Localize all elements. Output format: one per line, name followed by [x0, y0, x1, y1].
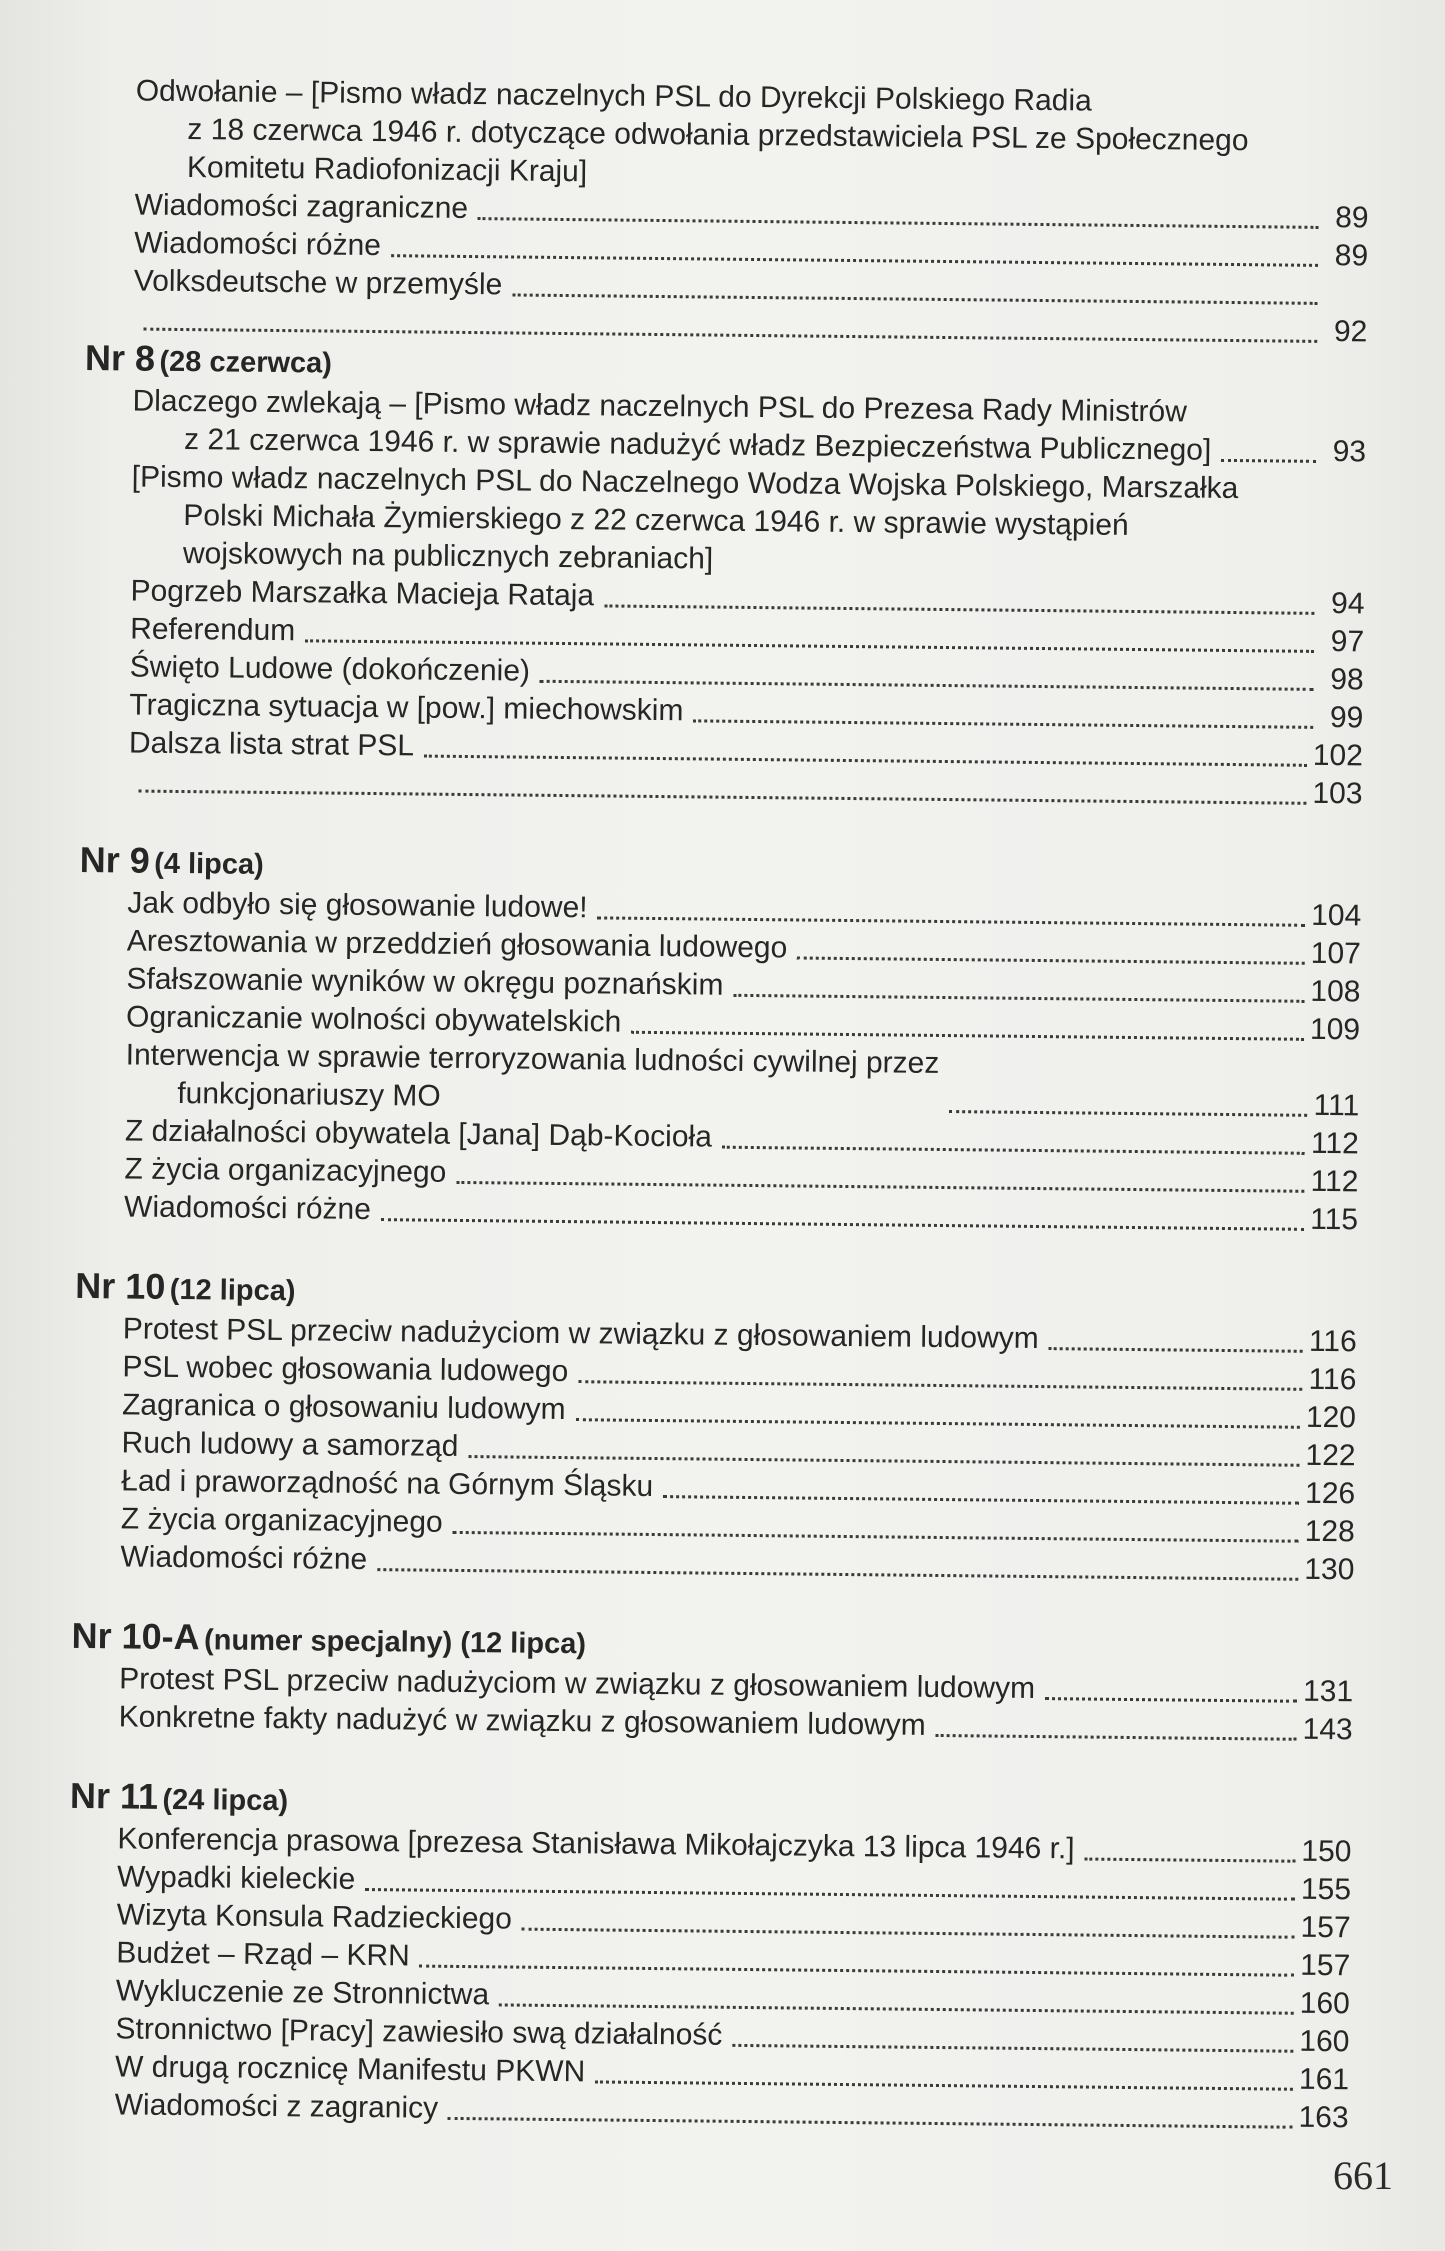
- entry-title-line: Wiadomości różne: [134, 226, 382, 263]
- entry-title: [121, 1424, 458, 1466]
- entry-page-number: 131: [1302, 1674, 1354, 1709]
- entry-page-number: 161: [1298, 2062, 1350, 2097]
- dot-leader: [1258, 180, 1319, 191]
- entry-title-line: Aresztowania w przeddzień głosowania ludowego: [126, 924, 788, 965]
- entry-title: [127, 884, 588, 927]
- entry-title-line: Konkretne fakty nadużyć w związku z głosowaniem ludowym: [118, 1700, 926, 1742]
- entry-page-number: 160: [1299, 2024, 1350, 2059]
- dot-leader: [522, 1918, 1295, 1939]
- entry-page-number: 120: [1305, 1400, 1357, 1435]
- entry-title-line: Protest PSL przeciw nadużyciom w związku z głosowaniem ludowym: [119, 1662, 1036, 1706]
- entry-page-number: 109: [1309, 1012, 1361, 1047]
- issue-number: Nr 10-A: [71, 1614, 200, 1658]
- issue-section: [72, 1266, 1357, 1589]
- entry-title-line: Wiadomości różne: [120, 1540, 368, 1577]
- intro-section: [85, 72, 1370, 351]
- intro-entries: [85, 72, 1370, 351]
- dot-leader: [365, 1878, 1295, 1901]
- entry-title-line: z 18 czerwca 1946 r. dotyczące odwołania przedstawiciela PSL ze Społecznego: [187, 113, 1249, 158]
- entry-title-line: [Pismo władz naczelnych PSL do Naczelnego Wodza Wojska Polskiego, Marszałka: [131, 460, 1239, 506]
- entry-page-number: 103: [1312, 776, 1363, 811]
- entry-title-line: Wypadki kieleckie: [116, 1860, 356, 1896]
- entry-title-line: Z życia organizacyjnego: [120, 1502, 443, 1539]
- issue-date: (numer specjalny) (12 lipca): [203, 1624, 587, 1661]
- entry-title: [135, 73, 1249, 199]
- dot-leader: [424, 745, 1307, 767]
- entry-page-number: 122: [1305, 1438, 1356, 1473]
- dot-leader: [1085, 1848, 1296, 1863]
- entry-page-number: 99: [1329, 701, 1364, 735]
- entry-title: [130, 572, 594, 615]
- entry-title: [121, 1462, 653, 1506]
- entry-page-number: 157: [1300, 1948, 1351, 1983]
- entry-title: [134, 186, 468, 227]
- entry-title-line: Wizyta Konsula Radzieckiego: [116, 1898, 513, 1936]
- dot-leader: [381, 1208, 1304, 1231]
- entry-page-number: 115: [1310, 1202, 1359, 1237]
- issue-number: Nr 8: [84, 336, 156, 379]
- dot-leader: [949, 1100, 1308, 1117]
- issue-section: [71, 1616, 1354, 1749]
- entry-page-number: 112: [1310, 1164, 1359, 1199]
- entry-title-line: Ład i praworządność na Górnym Śląsku: [121, 1464, 654, 1503]
- entry-title-line: Jak odbyło się głosowanie ludowe!: [127, 886, 588, 925]
- entry-title: [130, 610, 295, 650]
- entry-title: [116, 1972, 490, 2014]
- entry-page-number: 98: [1330, 663, 1364, 697]
- issue-entries: [80, 382, 1366, 813]
- toc-entry: [125, 1036, 1360, 1125]
- dot-leader: [597, 906, 1305, 926]
- entry-page-number: 163: [1298, 2100, 1349, 2135]
- entry-title-line: Z działalności obywatela [Jana] Dąb-Kocioła: [124, 1114, 713, 1154]
- entry-page-number: 150: [1301, 1834, 1352, 1869]
- issue-entries: [71, 1660, 1354, 1749]
- toc-sections: [67, 338, 1368, 2137]
- entry-title: [134, 224, 381, 265]
- entry-page-number: 108: [1310, 974, 1361, 1009]
- entry-title: [119, 1698, 926, 1744]
- entry-title-line: Referendum: [129, 612, 296, 648]
- dot-leader: [733, 984, 1304, 1003]
- entry-page-number: 93: [1332, 435, 1367, 469]
- entry-title-line: Dalsza lista strat PSL: [128, 726, 415, 763]
- entry-title: [124, 1188, 371, 1229]
- dot-leader: [453, 1521, 1299, 1543]
- entry-title-line: Zagranica o głosowaniu ludowym: [121, 1388, 566, 1427]
- entry-title-line: W drugą rocznicę Manifestu PKWN: [114, 2050, 586, 2089]
- toc-entry: [132, 382, 1367, 471]
- dot-leader: [468, 1445, 1299, 1467]
- entry-page-number: 89: [1334, 201, 1369, 235]
- entry-title-line: Wiadomości zagraniczne: [134, 188, 469, 225]
- entry-title-line: PSL wobec głosowania ludowego: [122, 1350, 569, 1389]
- dot-leader: [693, 709, 1313, 728]
- entry-title: [115, 2086, 439, 2127]
- entry-title: [115, 2010, 722, 2054]
- issue-section: [67, 1776, 1353, 2137]
- dot-leader: [595, 2070, 1293, 2090]
- toc-entry: [131, 458, 1366, 585]
- entry-page-number: 157: [1300, 1910, 1351, 1945]
- dot-leader: [1221, 449, 1316, 463]
- entry-page-number: 160: [1299, 1986, 1351, 2021]
- dot-leader: [1045, 1687, 1297, 1703]
- entry-page-number: 143: [1302, 1712, 1353, 1747]
- entry-title: [129, 724, 414, 765]
- issue-date: (24 lipca): [162, 1783, 289, 1818]
- entry-page-number: 102: [1312, 738, 1364, 773]
- dot-leader: [499, 1993, 1294, 2014]
- entry-title: [129, 686, 683, 730]
- entry-title-line: Dlaczego zwlekają – [Pismo władz naczelnych PSL do Prezesa Rady Ministrów: [132, 384, 1188, 429]
- toc-entry: [135, 73, 1370, 200]
- dot-leader: [722, 1136, 1305, 1155]
- entry-page-number: 126: [1304, 1476, 1356, 1511]
- entry-title: [134, 262, 503, 304]
- issue-entries: [76, 884, 1362, 1239]
- entry-title-line: Święto Ludowe (dokończenie): [129, 650, 531, 688]
- entry-page-number: 94: [1330, 587, 1365, 621]
- dot-leader: [420, 1955, 1295, 1977]
- dot-leader: [512, 283, 1318, 304]
- issue-date: (12 lipca): [169, 1273, 296, 1308]
- entry-page-number: 128: [1304, 1514, 1355, 1549]
- issue-number: Nr 11: [69, 1774, 159, 1817]
- dot-leader: [305, 629, 1314, 653]
- entry-title: [122, 1348, 568, 1391]
- issue-section: [76, 840, 1362, 1239]
- entry-title: [116, 1896, 512, 1938]
- dot-leader: [138, 780, 1306, 805]
- entry-title-line: Tragiczna sytuacja w [pow.] miechowskim: [129, 688, 684, 728]
- entry-page-number: 104: [1311, 898, 1362, 933]
- table-of-contents: [67, 72, 1370, 2137]
- entry-title-line: Konferencja prasowa [prezesa Stanisława Mikołajczyka 13 lipca 1946 r.]: [117, 1822, 1075, 1866]
- entry-title-line: Interwencja w sprawie terroryzowania ludności cywilnej przez: [125, 1038, 940, 1080]
- entry-title-line: Odwołanie – [Pismo władz naczelnych PSL do Dyrekcji Polskiego Radia: [135, 74, 1092, 118]
- entry-page-number: 130: [1304, 1552, 1355, 1587]
- entry-title: [122, 1386, 566, 1429]
- dot-leader: [456, 1171, 1304, 1193]
- dot-leader: [478, 207, 1319, 229]
- dot-leader: [797, 946, 1305, 964]
- dot-leader: [663, 1485, 1299, 1505]
- entry-title-line: Wiadomości z zagranicy: [114, 2088, 439, 2125]
- entry-title-line: Ruch ludowy a samorząd: [121, 1426, 459, 1463]
- issue-entries: [67, 1820, 1352, 2137]
- entry-title-line: Polski Michała Żymierskiego z 22 czerwca 1946 r. w sprawie wystąpień: [183, 499, 1129, 542]
- entry-title: [115, 2048, 586, 2091]
- dot-leader: [575, 1408, 1299, 1429]
- entry-page-number: 155: [1300, 1872, 1352, 1907]
- entry-title: [132, 382, 1212, 469]
- dot-leader: [1247, 566, 1314, 577]
- issue-number: Nr 9: [79, 838, 150, 881]
- entry-title-line: wojskowych na publicznych zebraniach]: [182, 537, 714, 576]
- entry-page-number: 116: [1308, 1324, 1357, 1359]
- entry-title-line: Volksdeutsche w przemyśle: [133, 264, 503, 302]
- entry-title: [130, 648, 531, 690]
- entry-title-line: Wykluczenie ze Stronnictwa: [115, 1974, 490, 2012]
- dot-leader: [936, 1724, 1297, 1741]
- dot-leader: [1049, 1337, 1303, 1353]
- entry-title-line: Komitetu Radiofonizacji Kraju]: [186, 151, 588, 189]
- issue-date: (4 lipca): [154, 847, 264, 881]
- dot-leader: [631, 1021, 1304, 1041]
- entry-page-number: 89: [1334, 239, 1369, 273]
- dot-leader: [448, 2107, 1293, 2129]
- entry-title-line: Wiadomości różne: [123, 1190, 372, 1227]
- entry-title-line: Protest PSL przeciw nadużyciom w związku z głosowaniem ludowym: [122, 1312, 1039, 1356]
- entry-title-line: funkcjonariuszy MO: [177, 1076, 441, 1113]
- entry-title: [121, 1500, 443, 1541]
- entry-title: [131, 458, 1239, 584]
- issue-section: [80, 338, 1367, 813]
- issue-entries: [72, 1310, 1357, 1589]
- entry-page-number: 111: [1313, 1088, 1360, 1123]
- dot-leader: [377, 1558, 1298, 1581]
- issue-number: Nr 10: [75, 1264, 166, 1307]
- entry-title-line: Pogrzeb Marszałka Macieja Rataja: [130, 574, 595, 613]
- entry-page-number: 92: [1333, 315, 1368, 349]
- entry-page-number: 97: [1330, 625, 1365, 659]
- entry-title: [116, 1934, 410, 1975]
- entry-title: [125, 1036, 939, 1121]
- entry-title: [120, 1538, 367, 1579]
- entry-title-line: z 21 czerwca 1946 r. w sprawie nadużyć władz Bezpieczeństwa Publicznego]: [183, 423, 1212, 467]
- dot-leader: [540, 670, 1314, 691]
- entry-title-line: Z życia organizacyjnego: [124, 1152, 447, 1189]
- entry-page-number: 112: [1310, 1126, 1360, 1161]
- page-number: 661: [1333, 2153, 1393, 2198]
- issue-date: (28 czerwca): [159, 345, 333, 380]
- entry-title-line: Ograniczanie wolności obywatelskich: [125, 1000, 622, 1039]
- dot-leader: [391, 244, 1318, 267]
- entry-title-line: Stronnictwo [Pracy] zawiesiło swą działalność: [115, 2012, 723, 2052]
- entry-title: [125, 1112, 712, 1156]
- entry-page-number: 107: [1310, 936, 1362, 971]
- entry-title: [126, 998, 622, 1041]
- dot-leader: [143, 318, 1317, 343]
- entry-title: [126, 960, 723, 1004]
- dot-leader: [578, 1370, 1302, 1391]
- dot-leader: [604, 594, 1315, 614]
- entry-title-line: Budżet – Rząd – KRN: [116, 1936, 410, 1973]
- dot-leader: [732, 2034, 1293, 2053]
- entry-title: [117, 1858, 356, 1898]
- entry-page-number: 116: [1308, 1362, 1357, 1397]
- entry-title-line: Sfałszowanie wyników w okręgu poznańskim: [126, 962, 724, 1002]
- entry-title: [124, 1150, 446, 1191]
